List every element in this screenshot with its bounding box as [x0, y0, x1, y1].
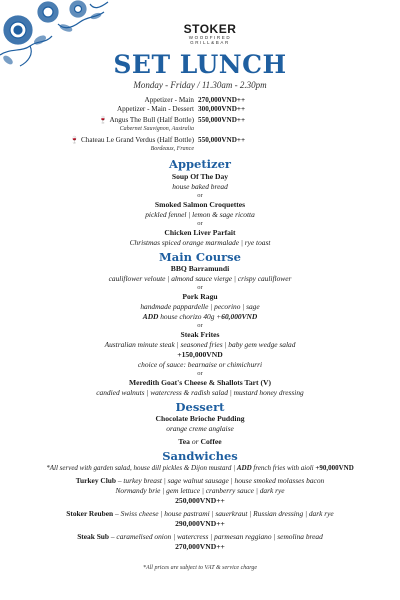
dish-price: +150,000VND: [177, 350, 223, 359]
or-text: or: [197, 370, 203, 377]
dish-desc: – turkey breast | sage walnut sausage | house smoked molasses bacon: [115, 476, 325, 485]
add-text: house chorizo 40g +: [158, 312, 222, 321]
add-on-line: [0, 312, 400, 322]
dish-desc: Australian minute steak | seasoned fries | baby gem wedge salad: [104, 340, 296, 349]
footnote: *All prices are subject to VAT & service charge: [142, 565, 258, 571]
dish-name: Stoker Reuben: [66, 509, 114, 518]
price-label: Chateau Le Grand Verdus (Half Bottle): [80, 136, 194, 144]
price-row: [40, 136, 245, 144]
appetizer-section: [0, 158, 400, 248]
price-label: Appetizer - Main - Dessert: [116, 105, 194, 113]
page-title: SET LUNCH: [113, 50, 287, 79]
dish-name: Meredith Goat's Cheese & Shallots Tart (V): [128, 378, 272, 387]
price-value: 550,000VND++: [198, 136, 246, 144]
wine-note: Bordeaux, France: [150, 146, 194, 152]
price-label: Angus The Bull (Half Bottle): [109, 116, 194, 124]
add-text: french fries with aioli: [253, 464, 314, 472]
coffee-label: Coffee: [200, 437, 222, 446]
or-text: or: [197, 192, 203, 199]
dish-name: Smoked Salmon Croquettes: [154, 200, 246, 209]
price-row: [40, 96, 245, 104]
sandwich-item: [0, 476, 400, 486]
dish-name: Pork Ragu: [182, 292, 218, 301]
brand-name: STOKER: [183, 22, 237, 36]
wine-glass-icon: 🍷: [98, 116, 108, 124]
drink-line: [0, 437, 400, 447]
add-label: ADD: [236, 464, 252, 472]
dish-name: BBQ Barramundi: [170, 264, 230, 273]
add-label: ADD: [142, 312, 159, 321]
main-course-section: [0, 251, 400, 398]
dish-desc: Christmas spiced orange marmalade | rye toast: [129, 238, 271, 247]
wine-note: Cabernet Sauvignon, Australia: [119, 126, 194, 132]
brand-logo: [180, 23, 240, 45]
brand-sub-2: GRILL&BAR: [190, 40, 230, 45]
dish-price: 290,000VND++: [175, 519, 225, 528]
dish-name: Steak Sub: [77, 532, 110, 541]
dish-name: Turkey Club: [75, 476, 116, 485]
price-row: [40, 116, 245, 124]
brand-sub-1: WOODFIRED: [188, 35, 232, 40]
page-subtitle: Monday - Friday / 11.30am - 2.30pm: [133, 80, 267, 90]
price-value: 300,000VND++: [198, 105, 246, 113]
price-label: Appetizer - Main: [144, 96, 194, 104]
dish-desc: Normandy brie | gem lettuce | cranberry sauce | dark rye: [115, 486, 285, 495]
price-value: 550,000VND++: [198, 116, 246, 124]
dish-price: 270,000VND++: [175, 542, 225, 551]
sandwich-item: [0, 509, 400, 519]
dish-desc: cauliflower veloute | almond sauce vierge | crispy cauliflower: [108, 274, 292, 283]
dish-desc: – caramelised onion | watercress | parmesan reggiano | semolina bread: [109, 532, 323, 541]
section-heading: Main Course: [159, 250, 241, 264]
or-text: or: [197, 322, 203, 329]
section-heading: Sandwiches: [162, 449, 238, 463]
section-heading: Dessert: [175, 400, 225, 414]
sauce-choice: choice of sauce: bearnaise or chimichurri: [137, 360, 263, 369]
dish-desc: orange creme anglaise: [166, 424, 234, 433]
dish-name: Chicken Liver Parfait: [164, 228, 236, 237]
dish-desc: handmade pappardelle | pecorino | sage: [140, 302, 260, 311]
sandwiches-intro: [0, 463, 400, 473]
sandwich-item: [0, 532, 400, 542]
dish-name: Chocolate Brioche Pudding: [155, 414, 245, 423]
add-price: 60,000VND: [221, 312, 258, 321]
dish-name: Soup Of The Day: [171, 172, 229, 181]
or-text: or: [197, 284, 203, 291]
or-text: or: [197, 220, 203, 227]
price-row: [40, 105, 245, 113]
tea-label: Tea: [178, 437, 190, 446]
dish-name: Steak Frites: [180, 330, 220, 339]
price-value: 270,000VND++: [198, 96, 246, 104]
wine-glass-icon: 🍷: [70, 136, 79, 144]
sandwiches-section: [0, 450, 400, 552]
dish-desc: candied walnuts | watercress & radish salad | mustard honey dressing: [96, 388, 304, 397]
dessert-section: [0, 401, 400, 447]
dish-price: 250,000VND++: [175, 496, 225, 505]
price-label-wrap: [40, 136, 198, 144]
section-heading: Appetizer: [169, 157, 231, 171]
intro-text: *All served with garden salad, house dill pickles & Dijon mustard |: [46, 464, 236, 472]
or-text: or: [191, 437, 199, 446]
dish-desc: pickled fennel | lemon & sage ricotta: [145, 210, 255, 219]
dish-desc: – Swiss cheese | house pastrami | sauerkraut | Russian dressing | dark rye: [113, 509, 334, 518]
add-price: +90,000VND: [315, 464, 354, 472]
price-label-wrap: [40, 116, 198, 124]
dish-desc: house baked bread: [172, 182, 228, 191]
